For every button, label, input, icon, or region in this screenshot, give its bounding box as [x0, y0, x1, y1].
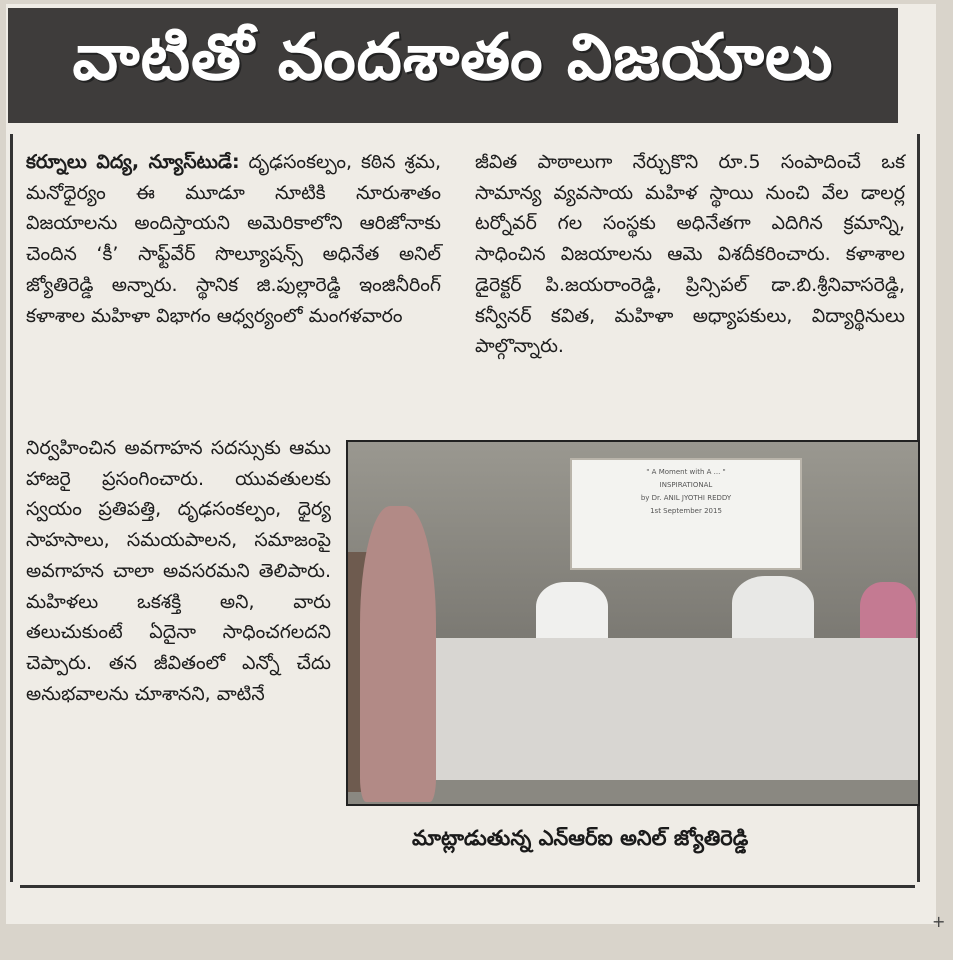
article-column-right	[475, 147, 905, 362]
banner-line: INSPIRATIONAL	[659, 481, 713, 489]
dignitary-figure	[860, 582, 916, 642]
headline: వాటితో వందశాతం విజయాలు	[72, 21, 834, 95]
article-text-left-bottom: నిర్వహించిన అవగాహన సదస్సుకు ఆము హాజరై ప్రసంగించారు. యువతులకు స్వయం ప్రతిపత్తి, దృఢసంకల్పం, ధైర్య సాహసాలు, సమయపాలన, సమాజంపై అవగాహన చాలా అవసరమని తెలిపారు. మహిళలు ఒకశక్తి అని, వారు తలుచుకుంటే ఏదైనా సాధించగలదని చెప్పారు. తన జీవితంలో ఎన్నో చేదు అనుభవాలను చూశానని, వాటినే	[26, 437, 331, 705]
dignitary-figure	[732, 576, 814, 644]
article-text-left-top: దృఢసంకల్పం, కఠిన శ్రమ, మనోధైర్యం ఈ మూడూ నూటికి నూరుశాతం విజయాలను అందిస్తాయని అమెరికాలోని ఆరిజోనాకు చెందిన ‘కీ’ సాఫ్ట్‌వేర్ సొల్యూషన్స్ అధినేత అనిల్ జ్యోతిరెడ్డి అన్నారు. స్థానిక జి.పుల్లారెడ్డి ఇంజినీరింగ్ కళాశాల మహిళా విభాగం ఆధ్వర్యంలో మంగళవారం	[26, 151, 441, 327]
article-column-left-bottom	[26, 433, 331, 709]
dateline: కర్నూలు విద్య, న్యూస్‌టుడే:	[26, 151, 240, 173]
article-text-right: జీవిత పాఠాలుగా నేర్చుకొని రూ.5 సంపాదించే ఒక సామాన్య వ్యవసాయ మహిళ స్థాయి నుంచి వేల డాలర్ల టర్నోవర్ గల సంస్థకు అధినేతగా ఎదిగిన క్రమాన్ని, సాధించిన విజయాలను ఆమె విశదీకరించారు. కళాశాల డైరెక్టర్ పి.జయరాంరెడ్డి, ప్రిన్సిపల్ డా.బి.శ్రీనివాసరెడ్డి, కన్వీనర్ కవిత, మహిళా అధ్యాపకులు, విద్యార్థినులు పాల్గొన్నారు.	[475, 151, 905, 358]
banner-line: by Dr. ANIL JYOTHI REDDY	[640, 494, 732, 502]
banner-line: 1st September 2015	[650, 507, 722, 515]
plus-icon: +	[932, 912, 946, 931]
headline-banner	[8, 8, 898, 123]
event-photo	[346, 440, 920, 806]
bottom-rule	[20, 885, 915, 888]
banner-line: " A Moment with A ... "	[646, 468, 726, 476]
dignitary-figure	[536, 582, 608, 644]
speaker-figure	[360, 506, 436, 802]
stage-table	[428, 638, 918, 780]
article-column-left-top	[26, 147, 441, 331]
event-banner	[570, 458, 802, 570]
photo-caption: మాట్లాడుతున్న ఎన్ఆర్ఐ అనిల్ జ్యోతిరెడ్డి	[412, 826, 749, 850]
